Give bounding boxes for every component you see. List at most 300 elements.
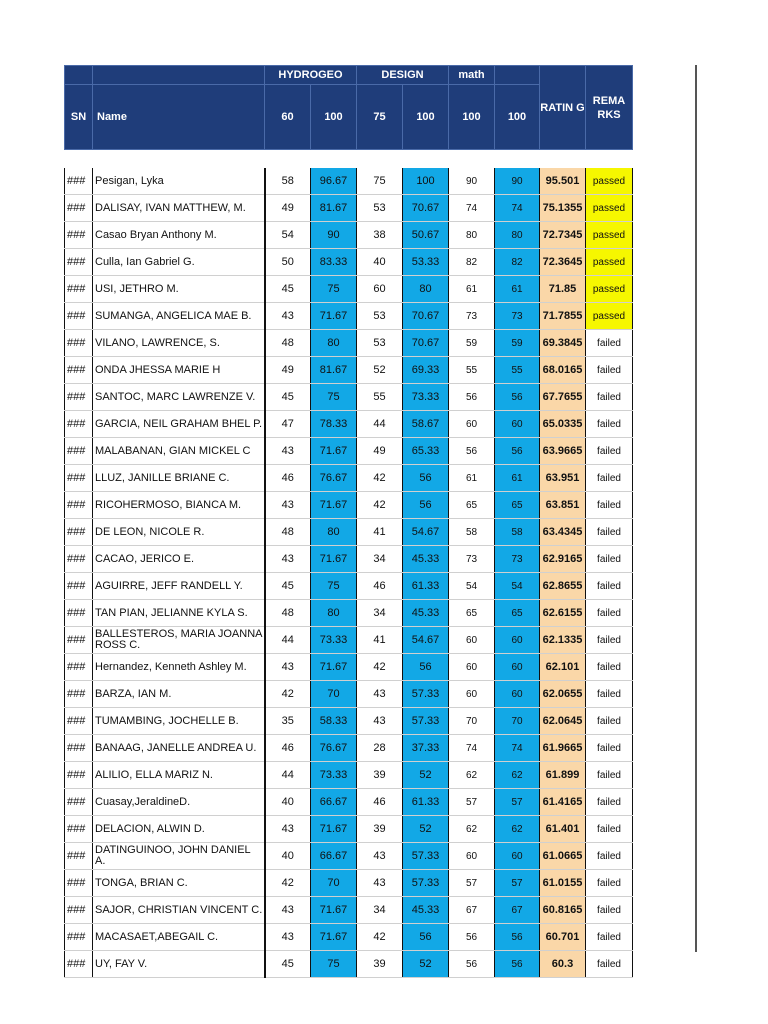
hydro-60-score: 43 [265, 303, 311, 330]
table-row [65, 519, 633, 546]
hydro-100-score: 71.67 [311, 897, 357, 924]
header-blank [495, 66, 540, 85]
design-75-score: 53 [357, 303, 403, 330]
hydro-60-score: 45 [265, 276, 311, 303]
math-score: 56 [449, 438, 495, 465]
math-score: 73 [449, 546, 495, 573]
hydro-100-score: 76.67 [311, 735, 357, 762]
design-75-score: 43 [357, 708, 403, 735]
row-sn: ### [65, 735, 93, 762]
math-score: 56 [449, 924, 495, 951]
row-sn: ### [65, 303, 93, 330]
rating-value: 61.899 [540, 762, 586, 789]
rating-value: 69.3845 [540, 330, 586, 357]
row-name: ONDA JHESSA MARIE H [93, 357, 265, 384]
math-score: 57 [449, 870, 495, 897]
rating-value: 62.9165 [540, 546, 586, 573]
remarks-value: failed [586, 492, 633, 519]
spreadsheet [64, 65, 632, 978]
design-100-score: 57.33 [403, 870, 449, 897]
design-100-score: 57.33 [403, 708, 449, 735]
hydro-60-score: 43 [265, 546, 311, 573]
design-75-score: 52 [357, 357, 403, 384]
rating-value: 67.7655 [540, 384, 586, 411]
remarks-value: failed [586, 330, 633, 357]
row-name: DELACION, ALWIN D. [93, 816, 265, 843]
math-score: 65 [449, 492, 495, 519]
design-100-score: 52 [403, 951, 449, 978]
col-hydro-100: 100 [311, 85, 357, 150]
row-name: ALILIO, ELLA MARIZ N. [93, 762, 265, 789]
design-100-score: 45.33 [403, 546, 449, 573]
row-name: Casao Bryan Anthony M. [93, 222, 265, 249]
design-75-score: 39 [357, 762, 403, 789]
math-score: 60 [449, 654, 495, 681]
remarks-value: failed [586, 627, 633, 654]
hydro-60-score: 46 [265, 735, 311, 762]
row-sn: ### [65, 330, 93, 357]
design-75-score: 34 [357, 897, 403, 924]
remarks-value: passed [586, 249, 633, 276]
math-score: 74 [449, 735, 495, 762]
hydro-60-score: 42 [265, 870, 311, 897]
hydro-60-score: 43 [265, 924, 311, 951]
rating-value: 60.8165 [540, 897, 586, 924]
remarks-value: failed [586, 762, 633, 789]
math-100-score: 82 [495, 249, 540, 276]
hydro-60-score: 48 [265, 600, 311, 627]
row-name: GARCIA, NEIL GRAHAM BHEL P. [93, 411, 265, 438]
rating-value: 71.7855 [540, 303, 586, 330]
remarks-value: failed [586, 465, 633, 492]
row-sn: ### [65, 384, 93, 411]
table-row [65, 492, 633, 519]
design-75-score: 42 [357, 924, 403, 951]
row-sn: ### [65, 195, 93, 222]
table-row [65, 843, 633, 870]
design-75-score: 39 [357, 816, 403, 843]
table-row [65, 573, 633, 600]
hydro-60-score: 43 [265, 816, 311, 843]
table-row [65, 627, 633, 654]
math-100-score: 74 [495, 195, 540, 222]
design-100-score: 53.33 [403, 249, 449, 276]
hydro-100-score: 75 [311, 951, 357, 978]
row-sn: ### [65, 681, 93, 708]
table-row [65, 708, 633, 735]
hydro-100-score: 96.67 [311, 168, 357, 195]
row-name: CACAO, JERICO E. [93, 546, 265, 573]
design-75-score: 41 [357, 627, 403, 654]
hydro-60-score: 40 [265, 789, 311, 816]
row-sn: ### [65, 627, 93, 654]
design-75-score: 49 [357, 438, 403, 465]
math-score: 57 [449, 789, 495, 816]
table-row [65, 546, 633, 573]
row-name: Culla, Ian Gabriel G. [93, 249, 265, 276]
row-name: MACASAET,ABEGAIL C. [93, 924, 265, 951]
math-100-score: 80 [495, 222, 540, 249]
rating-value: 63.851 [540, 492, 586, 519]
hydro-60-score: 45 [265, 951, 311, 978]
table-row [65, 897, 633, 924]
row-sn: ### [65, 924, 93, 951]
remarks-value: failed [586, 681, 633, 708]
hydro-100-score: 75 [311, 573, 357, 600]
row-sn: ### [65, 222, 93, 249]
hydro-60-score: 45 [265, 384, 311, 411]
remarks-value: failed [586, 438, 633, 465]
row-sn: ### [65, 870, 93, 897]
row-name: LLUZ, JANILLE BRIANE C. [93, 465, 265, 492]
design-100-score: 52 [403, 816, 449, 843]
hydro-100-score: 71.67 [311, 816, 357, 843]
remarks-value: failed [586, 600, 633, 627]
math-100-score: 56 [495, 924, 540, 951]
row-sn: ### [65, 600, 93, 627]
hydro-100-score: 71.67 [311, 303, 357, 330]
col-design-75: 75 [357, 85, 403, 150]
remarks-value: failed [586, 519, 633, 546]
col-math-100: 100 [449, 85, 495, 150]
design-100-score: 100 [403, 168, 449, 195]
hydro-60-score: 50 [265, 249, 311, 276]
hydro-100-score: 71.67 [311, 438, 357, 465]
rating-value: 75.1355 [540, 195, 586, 222]
math-100-score: 56 [495, 951, 540, 978]
remarks-value: failed [586, 573, 633, 600]
design-100-score: 56 [403, 924, 449, 951]
col-design-100: 100 [403, 85, 449, 150]
row-sn: ### [65, 249, 93, 276]
remarks-value: failed [586, 546, 633, 573]
math-score: 62 [449, 816, 495, 843]
header-gap [65, 150, 633, 169]
hydro-100-score: 78.33 [311, 411, 357, 438]
row-name: USI, JETHRO M. [93, 276, 265, 303]
remarks-value: failed [586, 843, 633, 870]
hydro-60-score: 43 [265, 492, 311, 519]
math-score: 59 [449, 330, 495, 357]
row-sn: ### [65, 168, 93, 195]
table-row [65, 195, 633, 222]
rating-value: 72.7345 [540, 222, 586, 249]
row-name: BALLESTEROS, MARIA JOANNA ROSS C. [93, 627, 265, 654]
hydro-60-score: 49 [265, 195, 311, 222]
hydro-60-score: 47 [265, 411, 311, 438]
math-100-score: 55 [495, 357, 540, 384]
rating-value: 65.0335 [540, 411, 586, 438]
math-100-score: 62 [495, 816, 540, 843]
design-75-score: 44 [357, 411, 403, 438]
rating-value: 60.701 [540, 924, 586, 951]
math-score: 90 [449, 168, 495, 195]
design-75-score: 43 [357, 870, 403, 897]
design-75-score: 46 [357, 573, 403, 600]
hydro-60-score: 44 [265, 627, 311, 654]
hydro-100-score: 71.67 [311, 492, 357, 519]
hydro-100-score: 81.67 [311, 357, 357, 384]
hydro-60-score: 42 [265, 681, 311, 708]
row-sn: ### [65, 816, 93, 843]
hydro-100-score: 66.67 [311, 789, 357, 816]
table-row [65, 330, 633, 357]
row-sn: ### [65, 492, 93, 519]
table-row [65, 681, 633, 708]
table-row [65, 411, 633, 438]
rating-value: 60.3 [540, 951, 586, 978]
table-row [65, 816, 633, 843]
hydro-100-score: 70 [311, 870, 357, 897]
hydro-100-score: 75 [311, 276, 357, 303]
row-name: DATINGUINOO, JOHN DANIEL A. [93, 843, 265, 870]
design-75-score: 28 [357, 735, 403, 762]
hydro-100-score: 71.67 [311, 654, 357, 681]
design-75-score: 34 [357, 600, 403, 627]
hydro-100-score: 66.67 [311, 843, 357, 870]
col-remarks: REMA RKS [586, 66, 633, 150]
rating-value: 63.4345 [540, 519, 586, 546]
math-score: 61 [449, 465, 495, 492]
design-75-score: 75 [357, 168, 403, 195]
group-hydrogeo: HYDROGEO [265, 66, 357, 85]
row-name: BANAAG, JANELLE ANDREA U. [93, 735, 265, 762]
design-100-score: 54.67 [403, 627, 449, 654]
design-75-score: 53 [357, 195, 403, 222]
design-75-score: 42 [357, 492, 403, 519]
table-row [65, 735, 633, 762]
row-sn: ### [65, 276, 93, 303]
col-rating: RATIN G [540, 66, 586, 150]
hydro-60-score: 58 [265, 168, 311, 195]
math-100-score: 60 [495, 681, 540, 708]
design-100-score: 61.33 [403, 573, 449, 600]
table-row [65, 303, 633, 330]
rating-value: 61.9665 [540, 735, 586, 762]
hydro-100-score: 83.33 [311, 249, 357, 276]
math-100-score: 65 [495, 492, 540, 519]
design-100-score: 45.33 [403, 897, 449, 924]
rating-value: 61.0665 [540, 843, 586, 870]
hydro-60-score: 48 [265, 330, 311, 357]
design-75-score: 46 [357, 789, 403, 816]
group-design: DESIGN [357, 66, 449, 85]
design-100-score: 57.33 [403, 843, 449, 870]
group-math: math [449, 66, 495, 85]
math-100-score: 56 [495, 438, 540, 465]
design-75-score: 43 [357, 843, 403, 870]
design-75-score: 53 [357, 330, 403, 357]
design-75-score: 34 [357, 546, 403, 573]
math-score: 82 [449, 249, 495, 276]
math-score: 54 [449, 573, 495, 600]
design-75-score: 39 [357, 951, 403, 978]
col-math-100b: 100 [495, 85, 540, 150]
rating-value: 62.8655 [540, 573, 586, 600]
design-100-score: 56 [403, 492, 449, 519]
hydro-60-score: 40 [265, 843, 311, 870]
rating-value: 95.501 [540, 168, 586, 195]
row-sn: ### [65, 654, 93, 681]
remarks-value: passed [586, 303, 633, 330]
math-100-score: 60 [495, 627, 540, 654]
table-row [65, 762, 633, 789]
remarks-value: failed [586, 789, 633, 816]
design-75-score: 40 [357, 249, 403, 276]
rating-value: 71.85 [540, 276, 586, 303]
math-100-score: 59 [495, 330, 540, 357]
math-100-score: 54 [495, 573, 540, 600]
hydro-100-score: 75 [311, 384, 357, 411]
remarks-value: failed [586, 951, 633, 978]
vertical-divider [695, 65, 697, 952]
row-sn: ### [65, 573, 93, 600]
math-score: 61 [449, 276, 495, 303]
design-100-score: 37.33 [403, 735, 449, 762]
row-sn: ### [65, 357, 93, 384]
hydro-100-score: 70 [311, 681, 357, 708]
design-100-score: 73.33 [403, 384, 449, 411]
math-score: 74 [449, 195, 495, 222]
hydro-60-score: 43 [265, 897, 311, 924]
row-name: Hernandez, Kenneth Ashley M. [93, 654, 265, 681]
hydro-100-score: 81.67 [311, 195, 357, 222]
header-blank [93, 66, 265, 85]
math-100-score: 67 [495, 897, 540, 924]
math-100-score: 60 [495, 843, 540, 870]
table-row [65, 924, 633, 951]
design-75-score: 38 [357, 222, 403, 249]
col-sn: SN [65, 85, 93, 150]
rating-value: 63.951 [540, 465, 586, 492]
design-100-score: 54.67 [403, 519, 449, 546]
table-row [65, 249, 633, 276]
rating-value: 62.101 [540, 654, 586, 681]
remarks-value: failed [586, 870, 633, 897]
design-100-score: 45.33 [403, 600, 449, 627]
table-row [65, 654, 633, 681]
row-name: SANTOC, MARC LAWRENZE V. [93, 384, 265, 411]
row-name: AGUIRRE, JEFF RANDELL Y. [93, 573, 265, 600]
remarks-value: failed [586, 897, 633, 924]
rating-value: 62.0655 [540, 681, 586, 708]
remarks-value: passed [586, 276, 633, 303]
math-score: 65 [449, 600, 495, 627]
hydro-100-score: 71.67 [311, 924, 357, 951]
row-sn: ### [65, 789, 93, 816]
hydro-100-score: 73.33 [311, 762, 357, 789]
row-name: TAN PIAN, JELIANNE KYLA S. [93, 600, 265, 627]
math-100-score: 73 [495, 546, 540, 573]
hydro-100-score: 90 [311, 222, 357, 249]
row-sn: ### [65, 411, 93, 438]
row-sn: ### [65, 708, 93, 735]
design-100-score: 61.33 [403, 789, 449, 816]
math-100-score: 61 [495, 465, 540, 492]
math-score: 60 [449, 411, 495, 438]
results-table [64, 65, 633, 978]
row-sn: ### [65, 897, 93, 924]
math-score: 60 [449, 627, 495, 654]
math-100-score: 61 [495, 276, 540, 303]
hydro-100-score: 73.33 [311, 627, 357, 654]
remarks-value: failed [586, 654, 633, 681]
table-row [65, 357, 633, 384]
design-100-score: 70.67 [403, 303, 449, 330]
remarks-value: failed [586, 411, 633, 438]
table-row [65, 438, 633, 465]
math-100-score: 57 [495, 870, 540, 897]
design-100-score: 50.67 [403, 222, 449, 249]
design-100-score: 52 [403, 762, 449, 789]
row-sn: ### [65, 519, 93, 546]
remarks-value: failed [586, 924, 633, 951]
hydro-100-score: 80 [311, 600, 357, 627]
math-100-score: 58 [495, 519, 540, 546]
math-100-score: 60 [495, 411, 540, 438]
row-name: TUMAMBING, JOCHELLE B. [93, 708, 265, 735]
hydro-100-score: 71.67 [311, 546, 357, 573]
hydro-100-score: 80 [311, 330, 357, 357]
rating-value: 61.401 [540, 816, 586, 843]
row-sn: ### [65, 438, 93, 465]
table-row [65, 222, 633, 249]
hydro-60-score: 44 [265, 762, 311, 789]
row-name: SUMANGA, ANGELICA MAE B. [93, 303, 265, 330]
row-name: DE LEON, NICOLE R. [93, 519, 265, 546]
remarks-value: failed [586, 816, 633, 843]
math-100-score: 65 [495, 600, 540, 627]
remarks-value: failed [586, 735, 633, 762]
rating-value: 61.0155 [540, 870, 586, 897]
math-100-score: 56 [495, 384, 540, 411]
remarks-value: failed [586, 708, 633, 735]
remarks-value: failed [586, 357, 633, 384]
table-row [65, 600, 633, 627]
design-75-score: 43 [357, 681, 403, 708]
math-score: 70 [449, 708, 495, 735]
row-name: Pesigan, Lyka [93, 168, 265, 195]
hydro-60-score: 46 [265, 465, 311, 492]
math-score: 62 [449, 762, 495, 789]
design-75-score: 55 [357, 384, 403, 411]
table-body [65, 168, 633, 978]
math-100-score: 73 [495, 303, 540, 330]
remarks-value: failed [586, 384, 633, 411]
math-score: 80 [449, 222, 495, 249]
math-score: 56 [449, 951, 495, 978]
row-sn: ### [65, 465, 93, 492]
rating-value: 62.1335 [540, 627, 586, 654]
design-100-score: 69.33 [403, 357, 449, 384]
math-100-score: 60 [495, 654, 540, 681]
math-100-score: 57 [495, 789, 540, 816]
math-score: 56 [449, 384, 495, 411]
remarks-value: passed [586, 168, 633, 195]
hydro-60-score: 49 [265, 357, 311, 384]
math-score: 73 [449, 303, 495, 330]
design-75-score: 60 [357, 276, 403, 303]
row-name: SAJOR, CHRISTIAN VINCENT C. [93, 897, 265, 924]
table-row [65, 384, 633, 411]
math-score: 67 [449, 897, 495, 924]
hydro-100-score: 80 [311, 519, 357, 546]
row-name: BARZA, IAN M. [93, 681, 265, 708]
row-name: DALISAY, IVAN MATTHEW, M. [93, 195, 265, 222]
design-100-score: 80 [403, 276, 449, 303]
remarks-value: passed [586, 195, 633, 222]
math-100-score: 90 [495, 168, 540, 195]
